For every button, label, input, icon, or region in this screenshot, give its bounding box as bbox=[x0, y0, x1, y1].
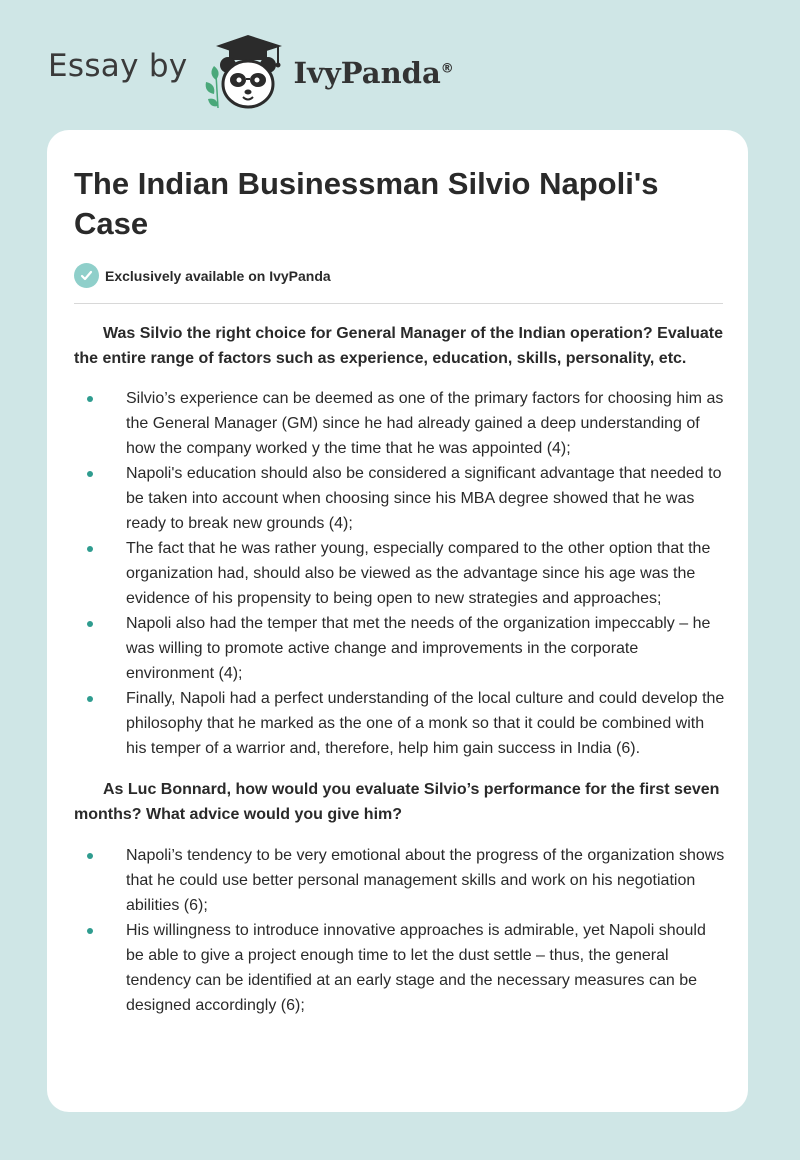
list-item-text: His willingness to introduce innovative approaches is admirable, yet Napoli should be able to give a project enough time to let the dust settle – thus, the general tendency can be identified at an early stage and the necessary measures can be designed accordingly (6); bbox=[126, 922, 706, 1014]
list-item-text: Silvio’s experience can be deemed as one of the primary factors for choosing him as the General Manager (GM) since he had already gained a deep understanding of how the company worked y the time that he was appointed (4); bbox=[126, 390, 724, 457]
site-header bbox=[48, 34, 454, 112]
list-item bbox=[74, 918, 726, 1018]
divider bbox=[74, 303, 723, 304]
bullet-list bbox=[74, 843, 726, 1018]
list-item bbox=[74, 461, 726, 536]
essay-card bbox=[47, 130, 748, 1112]
bullet-icon bbox=[87, 471, 93, 477]
brand-registered-mark: ® bbox=[440, 61, 454, 77]
bullet-list bbox=[74, 386, 726, 761]
list-item-text: Napoli also had the temper that met the needs of the organization impeccably – he was willing to promote active change and improvements in the corporate environment (4); bbox=[126, 615, 711, 682]
brand-name-text: IvyPanda bbox=[293, 56, 441, 90]
list-item-text: Napoli’s tendency to be very emotional about the progress of the organization shows that he could use better personal management skills and work on his negotiation abilities (6); bbox=[126, 847, 725, 914]
list-item bbox=[74, 611, 726, 686]
list-item-text: Finally, Napoli had a perfect understanding of the local culture and could develop the philosophy that he marked as the one of a monk so that it could be combined with his temper of a warrior and, therefore, help him gain success in India (6). bbox=[126, 690, 725, 757]
essay-content bbox=[74, 318, 726, 1018]
list-item bbox=[74, 386, 726, 461]
list-item bbox=[74, 536, 726, 611]
list-item bbox=[74, 686, 726, 761]
bullet-icon bbox=[87, 546, 93, 552]
bullet-icon bbox=[87, 696, 93, 702]
list-item-text: The fact that he was rather young, especially compared to the other option that the organization had, should also be viewed as the advantage since his age was the evidence of his propensity to being open to new strategies and approaches; bbox=[126, 540, 711, 607]
badge-text: Exclusively available on IvyPanda bbox=[105, 267, 331, 284]
bullet-icon bbox=[87, 928, 93, 934]
brand-name[interactable] bbox=[294, 56, 454, 90]
brand-prefix: Essay by bbox=[48, 48, 188, 84]
list-item-text: Napoli's education should also be considered a significant advantage that needed to be taken into account when choosing since his MBA degree showed that he was ready to break new grounds (4); bbox=[126, 465, 722, 532]
panda-graduate-icon[interactable] bbox=[202, 34, 292, 112]
bullet-icon bbox=[87, 396, 93, 402]
bullet-icon bbox=[87, 853, 93, 859]
exclusive-badge bbox=[74, 263, 331, 288]
bullet-icon bbox=[87, 621, 93, 627]
section-question: As Luc Bonnard, how would you evaluate Silvio’s performance for the first seven months? What advice would you give him? bbox=[74, 781, 720, 823]
check-circle-icon bbox=[74, 263, 99, 288]
section-question: Was Silvio the right choice for General Manager of the Indian operation? Evaluate the entire range of factors such as experience, education, skills, personality, etc. bbox=[74, 325, 723, 367]
list-item bbox=[74, 843, 726, 918]
page-title: The Indian Businessman Silvio Napoli's Case bbox=[74, 166, 659, 241]
